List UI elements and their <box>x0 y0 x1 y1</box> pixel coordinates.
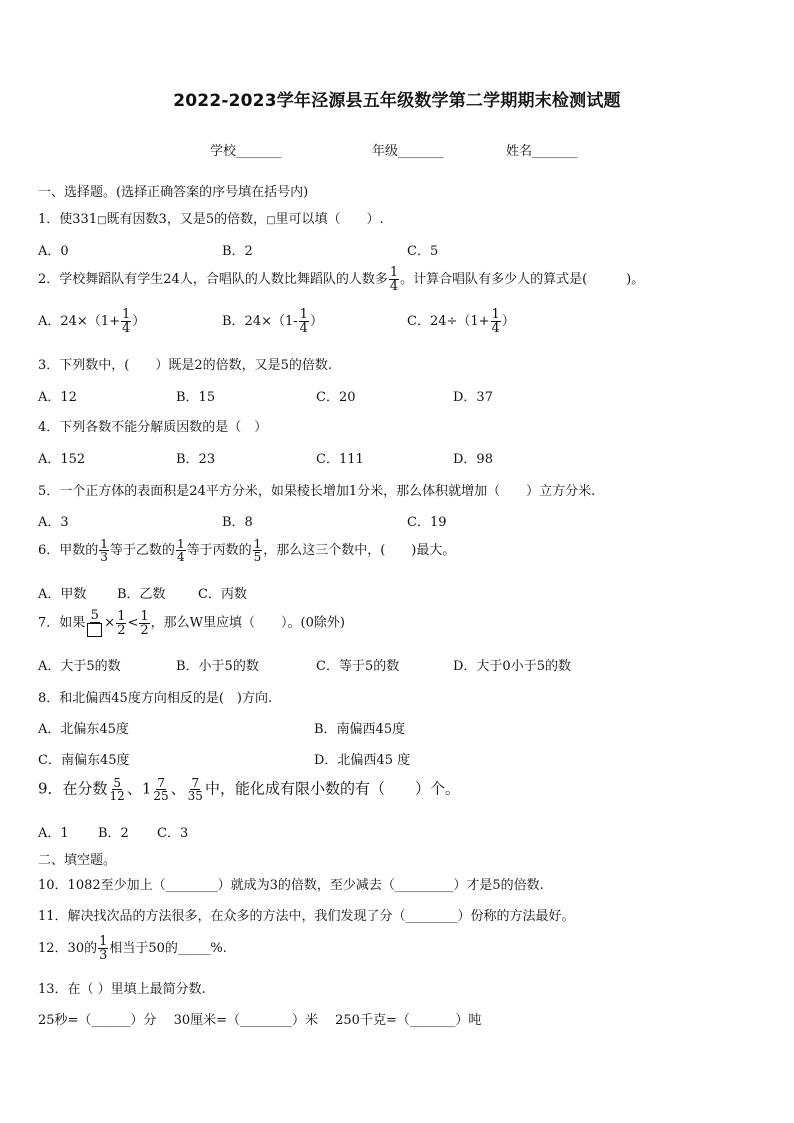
numerator: 5 <box>113 776 121 790</box>
q3-option-b: B．15 <box>176 390 216 405</box>
fraction <box>389 266 399 293</box>
q2-option-a <box>38 308 145 335</box>
q12-text: %. <box>210 941 227 956</box>
option-text: A．24×（1+ <box>38 314 120 329</box>
question-3: 3．下列数中，( ）既是2的倍数，又是5的倍数. <box>38 358 333 373</box>
option-text: ） <box>309 314 323 329</box>
denominator: 35 <box>187 789 203 803</box>
question-10: 10．1082至少加上（________）就成为3的倍数，至少减去（_________）才是5的倍数. <box>38 878 544 893</box>
q1-option-c: C．5 <box>407 244 439 259</box>
denominator: 4 <box>122 321 131 336</box>
q1-option-a: A．0 <box>38 244 69 259</box>
school-field: 学校_______ <box>210 144 282 159</box>
question-9 <box>38 777 460 802</box>
fraction <box>98 935 108 962</box>
question-8: 8．和北偏西45度方向相反的是( )方向. <box>38 691 273 706</box>
numerator: 7 <box>157 776 165 790</box>
fraction <box>139 610 149 637</box>
q7-option-b: B．小于5的数 <box>176 659 259 674</box>
small-box-icon: □ <box>266 215 276 226</box>
denominator: 3 <box>99 948 108 963</box>
q3-option-d: D．37 <box>453 390 493 405</box>
q4-option-a: A．152 <box>38 452 86 467</box>
fraction <box>299 308 309 335</box>
q7-option-a: A．大于5的数 <box>38 659 121 674</box>
answer-blank[interactable]: _____ <box>177 941 211 956</box>
denominator: 4 <box>491 321 500 336</box>
q7-option-d: D．大于0小于5的数 <box>453 659 571 674</box>
q8-option-c: C．南偏东45度 <box>38 753 130 768</box>
q12-text: 12．30的 <box>38 941 98 956</box>
question-5: 5．一个正方体的表面积是24平方分米，如果棱长增加1分米，那么体积就增加（ ）立方分米. <box>38 484 596 499</box>
q5-option-b: B．8 <box>222 515 253 530</box>
q6-option-b: B．乙数 <box>117 587 166 602</box>
fraction <box>491 308 501 335</box>
fraction <box>253 538 263 563</box>
option-text: ） <box>132 314 146 329</box>
question-2 <box>38 266 644 293</box>
numerator: 1 <box>176 537 185 551</box>
numerator: 1 <box>491 307 500 322</box>
question-4: 4．下列各数不能分解质因数的是（ ） <box>38 420 268 435</box>
q9-option-c: C．3 <box>157 826 189 841</box>
less-than-sign: < <box>127 615 139 631</box>
numerator: 1 <box>140 608 149 624</box>
question-13: 13．在（ ）里填上最简分数. <box>38 982 206 997</box>
q8-option-a: A．北偏东45度 <box>38 722 129 737</box>
q3-option-a: A．12 <box>38 390 77 405</box>
denominator: 3 <box>100 550 108 564</box>
denominator: 4 <box>299 321 308 336</box>
q9-text: 中，能化成有限小数的有（ ）个。 <box>204 779 460 798</box>
fraction <box>187 777 204 802</box>
fraction <box>121 308 131 335</box>
question-6 <box>38 538 455 563</box>
numerator: 1 <box>99 934 108 949</box>
q8-option-d: D．北偏西45 度 <box>314 753 411 768</box>
fraction <box>152 777 169 802</box>
question-7 <box>38 609 345 637</box>
fraction <box>116 610 126 637</box>
denominator: 2 <box>117 622 126 638</box>
numerator: 1 <box>122 307 131 322</box>
q5-option-a: A．3 <box>38 515 69 530</box>
times-sign: × <box>104 615 116 631</box>
numerator: 1 <box>117 608 126 624</box>
numerator: 1 <box>253 537 262 551</box>
question-11: 11．解决找次品的方法很多，在众多的方法中，我们发现了分（________）份称的方法最好。 <box>38 909 575 924</box>
fraction <box>99 538 109 563</box>
q6-text: 等于丙数的 <box>186 543 252 558</box>
q9-text: 、1 <box>126 779 152 798</box>
denominator: 5 <box>253 550 262 564</box>
name-field: 姓名_______ <box>506 144 578 159</box>
q1-text-c: 里可以填（ ）. <box>275 212 384 227</box>
q6-text: 等于乙数的 <box>109 543 175 558</box>
grade-field: 年级_______ <box>372 144 444 159</box>
q9-text: 、 <box>170 779 186 798</box>
section-heading-fill: 二、填空题。 <box>38 853 117 868</box>
q7-text: ，那么W里应填（ ）。(0除外) <box>150 615 345 631</box>
q3-option-c: C．20 <box>316 390 356 405</box>
numerator: 7 <box>191 776 200 790</box>
question-12 <box>38 935 227 962</box>
q6-text: 6．甲数的 <box>38 543 99 558</box>
option-text: C．24÷（1+ <box>407 314 490 329</box>
fraction <box>109 777 126 802</box>
option-text: ） <box>501 314 515 329</box>
q2-option-c <box>407 308 515 335</box>
denominator: 4 <box>389 279 399 294</box>
q6-option-c: C．丙数 <box>198 587 247 602</box>
section-heading-choice: 一、选择题。(选择正确答案的序号填在括号内) <box>38 185 309 200</box>
numerator: 1 <box>389 265 399 280</box>
q2-text-a: 2．学校舞蹈队有学生24人，合唱队的人数比舞蹈队的人数多 <box>38 272 388 287</box>
q6-option-a: A．甲数 <box>38 587 87 602</box>
q9-option-b: B．2 <box>98 826 129 841</box>
numerator: 5 <box>90 608 99 623</box>
q9-text: 9．在分数 <box>38 779 108 798</box>
q8-option-b: B．南偏西45度 <box>314 722 406 737</box>
q1-option-b: B．2 <box>222 244 253 259</box>
q2-text-b: 。计算合唱队有多少人的算式是( )。 <box>400 272 645 287</box>
q12-text: 相当于50的 <box>109 941 178 956</box>
page-title: 2022-2023学年泾源县五年级数学第二学期期末检测试题 <box>173 91 621 111</box>
q1-text-b: 既有因数3，又是5的倍数， <box>106 212 267 227</box>
q6-text: ，那么这三个数中，( )最大。 <box>263 543 456 558</box>
q4-option-c: C．111 <box>316 452 364 467</box>
q4-option-d: D．98 <box>453 452 493 467</box>
q2-option-b <box>222 308 323 335</box>
question-13-blanks: 25秒=（______）分 30厘米=（________）米 250千克=（_______）吨 <box>38 1013 482 1028</box>
q1-text-a: 1．使331 <box>38 212 98 227</box>
denominator: 12 <box>109 789 125 803</box>
fraction <box>176 538 186 563</box>
q5-option-c: C．19 <box>407 515 447 530</box>
numerator: 1 <box>100 537 108 551</box>
q9-option-a: A．1 <box>38 826 69 841</box>
q4-option-b: B．23 <box>176 452 216 467</box>
blank-box-icon <box>87 623 102 637</box>
denominator: 25 <box>153 789 169 803</box>
option-text: B．24×（1- <box>222 314 298 329</box>
fraction <box>86 609 103 637</box>
denominator <box>86 623 103 637</box>
numerator: 1 <box>299 307 308 322</box>
q7-option-c: C．等于5的数 <box>316 659 400 674</box>
question-1 <box>38 208 384 227</box>
denominator: 4 <box>176 550 185 564</box>
small-box-icon: □ <box>97 215 107 226</box>
denominator: 2 <box>140 622 149 638</box>
q7-text: 7．如果 <box>38 615 86 631</box>
